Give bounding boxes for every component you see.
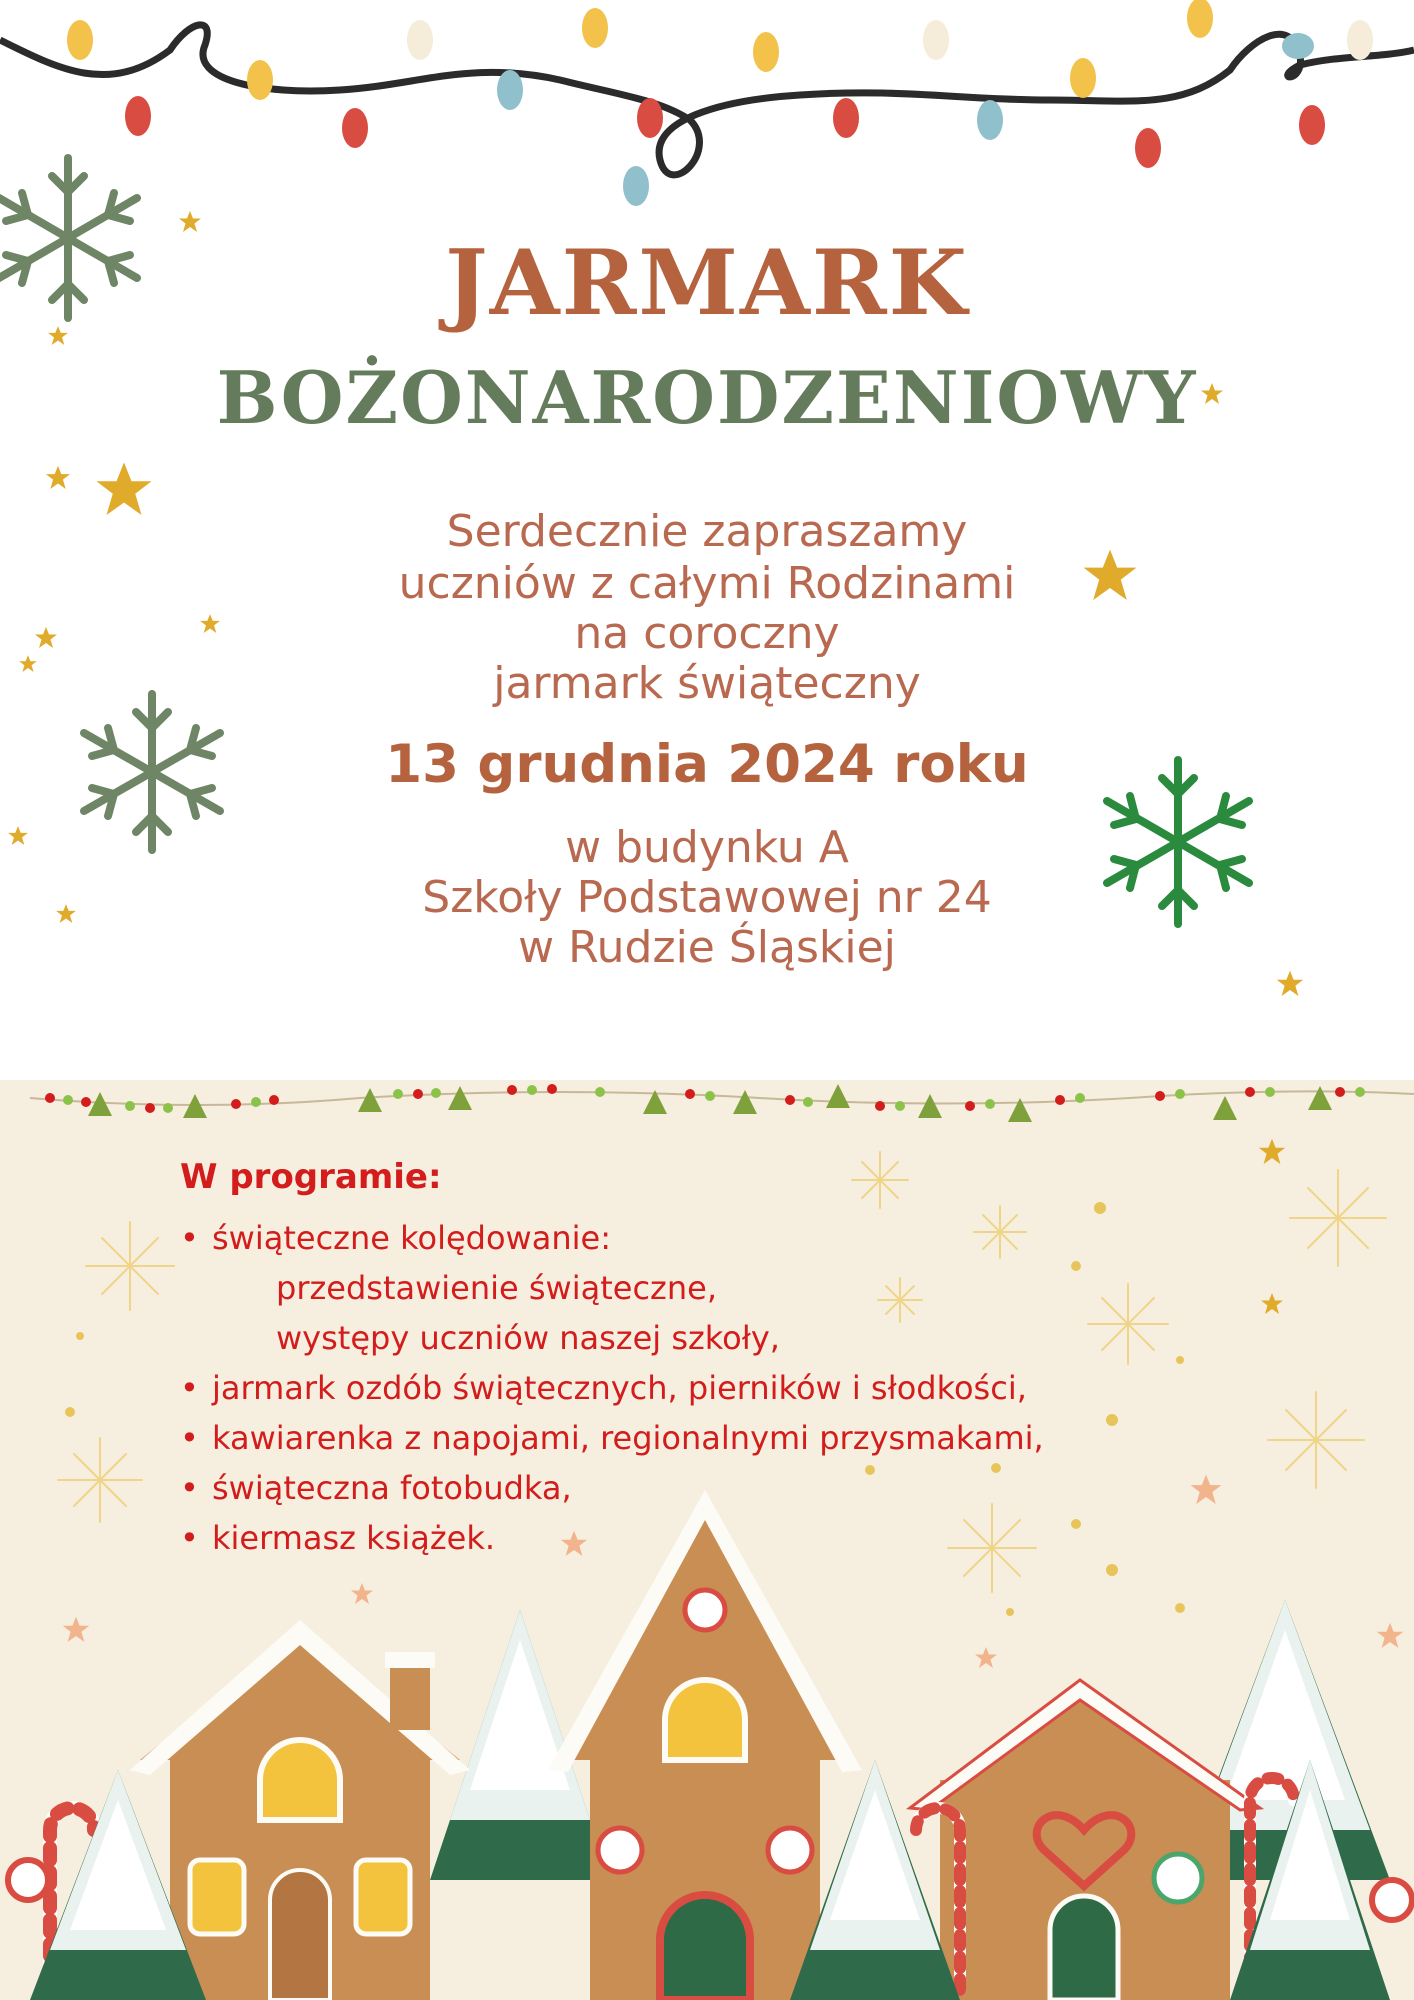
program-heading: W programie: bbox=[180, 1157, 442, 1197]
program-item-label: kawiarenka z napojami, regionalnymi przysmakami, bbox=[212, 1419, 1044, 1457]
location-line-1: w budynku A bbox=[565, 822, 849, 873]
program-item-label: świąteczne kolędowanie: bbox=[212, 1219, 611, 1257]
bullet-icon: • bbox=[180, 1219, 199, 1257]
invitation-line-4: jarmark świąteczny bbox=[493, 658, 921, 709]
location-line-2: Szkoły Podstawowej nr 24 bbox=[422, 872, 992, 923]
title-line-1: JARMARK bbox=[445, 230, 969, 336]
program-item-label: świąteczna fotobudka, bbox=[212, 1469, 572, 1507]
program-subitem: przedstawienie świąteczne, bbox=[276, 1269, 717, 1307]
location-line-3: w Rudzie Śląskiej bbox=[518, 922, 896, 973]
title-line-2: BOŻONARODZENIOWY bbox=[216, 355, 1198, 440]
program-item bbox=[180, 1219, 611, 1257]
bullet-icon: • bbox=[180, 1369, 199, 1407]
program-item-label: kiermasz książek. bbox=[212, 1519, 496, 1557]
program-item bbox=[180, 1519, 496, 1557]
bullet-icon: • bbox=[180, 1469, 199, 1507]
program-item bbox=[180, 1369, 1027, 1407]
gingerbread-house-icon bbox=[548, 1490, 862, 2000]
program-subitem: występy uczniów naszej szkoły, bbox=[276, 1319, 780, 1357]
event-date: 13 grudnia 2024 roku bbox=[385, 734, 1029, 795]
program-item-label: jarmark ozdób świątecznych, pierników i słodkości, bbox=[212, 1369, 1027, 1407]
invitation-line-1: Serdecznie zapraszamy bbox=[446, 506, 968, 557]
invitation-line-2: uczniów z całymi Rodzinami bbox=[398, 558, 1016, 609]
bullet-icon: • bbox=[180, 1419, 199, 1457]
bullet-icon: • bbox=[180, 1519, 199, 1557]
program-item bbox=[180, 1419, 1044, 1457]
invitation-line-3: na coroczny bbox=[574, 608, 840, 659]
program-item bbox=[180, 1469, 572, 1507]
